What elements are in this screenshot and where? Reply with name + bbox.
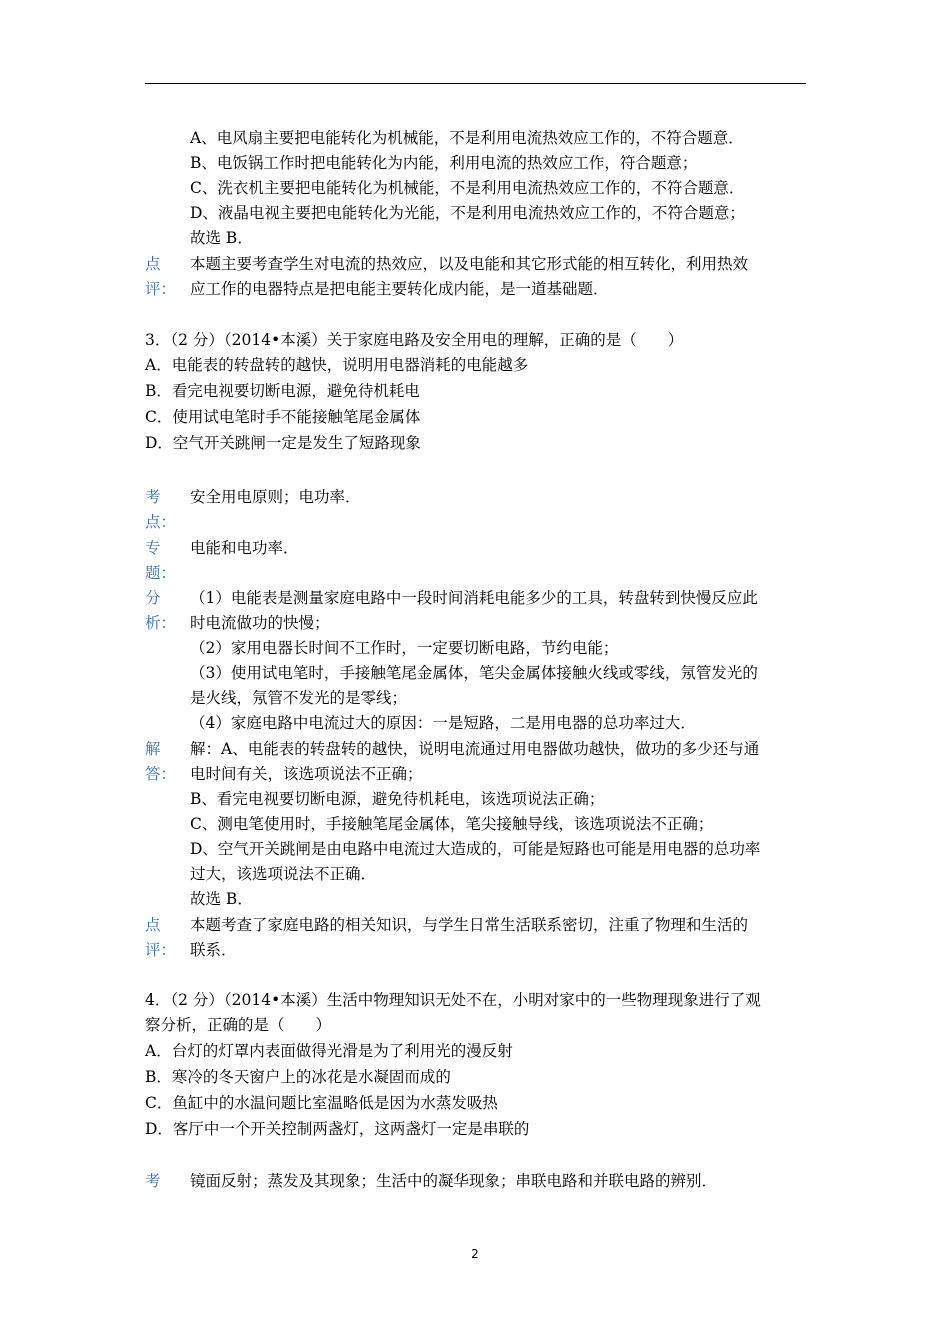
q3-jieda-line-1: 解：A、电能表的转盘转的越快，说明电流通过用电器做功越快，做功的多少还与通 [190,740,760,758]
q3-kaodian: 安全用电原则；电功率． [190,488,361,506]
q3-zhuanti-label-2: 题： [145,564,177,582]
q3-zhuanti: 电能和电功率． [190,539,299,557]
q3-stem: 3．（2 分）（2014•本溪）关于家庭电路及安全用电的理解，正确的是（ ） [145,331,684,349]
q3-fenxi-line-6: （4）家庭电路中电流过大的原因：一是短路，二是用电器的总功率过大． [190,714,696,732]
q3-jieda-line-7: 故选 B． [190,890,253,908]
q4-option-b: B．寒冷的冬天窗户上的冰花是水凝固而成的 [145,1068,451,1086]
q4-option-c: C．鱼缸中的水温问题比室温略低是因为水蒸发吸热 [145,1094,498,1112]
q3-dianping-line-1: 本题考查了家庭电路的相关知识，与学生日常生活联系密切，注重了物理和生活的 [190,916,749,934]
prev-answer-line-b: B、电饭锅工作时把电能转化为内能，利用电流的热效应工作，符合题意； [190,154,698,172]
q3-option-a: A．电能表的转盘转的越快，说明用电器消耗的电能越多 [145,356,529,374]
page-number: 2 [471,1247,479,1261]
q3-fenxi-line-2: 时电流做功的快慢； [190,614,330,632]
q3-kaodian-label-1: 考 [145,488,161,506]
q3-fenxi-line-1: （1）电能表是测量家庭电路中一段时间消耗电能多少的工具，转盘转到快慢反应此 [190,589,758,607]
q3-jieda-line-2: 电时间有关，该选项说法不正确； [190,765,423,783]
q3-kaodian-label-2: 点： [145,513,177,531]
q3-fenxi-line-4: （3）使用试电笔时，手接触笔尾金属体，笔尖金属体接触火线或零线，氖管发光的 [190,664,758,682]
prev-comment-label-2: 评： [145,280,177,298]
q4-option-d: D．客厅中一个开关控制两盏灯，这两盏灯一定是串联的 [145,1120,530,1138]
q4-kaodian: 镜面反射；蒸发及其现象；生活中的凝华现象；串联电路和并联电路的辨别． [190,1172,718,1190]
prev-comment-label-1: 点 [145,255,161,273]
q4-kaodian-label: 考 [145,1172,161,1190]
prev-answer-line-d: D、液晶电视主要把电能转化为光能，不是利用电流热效应工作的，不符合题意； [190,204,745,222]
header-rule [145,83,806,84]
prev-answer-line-c: C、洗衣机主要把电能转化为机械能，不是利用电流热效应工作的，不符合题意． [190,179,745,197]
q3-jieda-line-3: B、看完电视要切断电源，避免待机耗电，该选项说法正确； [190,790,605,808]
prev-answer-choice: 故选 B． [190,229,253,247]
q4-stem-line-2: 察分析，正确的是（ ） [145,1016,332,1034]
q3-jieda-line-4: C、测电笔使用时，手接触笔尾金属体，笔尖接触导线，该选项说法不正确； [190,815,714,833]
q3-option-c: C．使用试电笔时手不能接触笔尾金属体 [145,408,421,426]
q3-fenxi-line-5: 是火线，氖管不发光的是零线； [190,689,408,707]
q3-option-b: B．看完电视要切断电源，避免待机耗电 [145,382,420,400]
q3-jieda-line-5: D、空气开关跳闸是由电路中电流过大造成的，可能是短路也可能是用电器的总功率 [190,840,761,858]
q3-dianping-label-1: 点 [145,916,161,934]
q4-stem-line-1: 4．（2 分）（2014•本溪）生活中物理知识无处不在，小明对家中的一些物理现象进行了观 [145,991,761,1009]
q3-option-d: D．空气开关跳闸一定是发生了短路现象 [145,434,421,452]
q3-dianping-line-2: 联系． [190,941,237,959]
q3-fenxi-line-3: （2）家用电器长时间不工作时，一定要切断电路，节约电能； [190,639,619,657]
q3-fenxi-label-2: 析： [145,614,177,632]
q3-jieda-label-1: 解 [145,740,161,758]
q3-jieda-label-2: 答： [145,765,177,783]
prev-comment-line-1: 本题主要考查学生对电流的热效应，以及电能和其它形式能的相互转化，利用热效 [190,255,749,273]
q3-fenxi-label-1: 分 [145,589,161,607]
q3-jieda-line-6: 过大，该选项说法不正确． [190,865,377,883]
prev-answer-line-a: A、电风扇主要把电能转化为机械能，不是利用电流热效应工作的，不符合题意． [190,129,744,147]
q3-dianping-label-2: 评： [145,941,177,959]
q4-option-a: A．台灯的灯罩内表面做得光滑是为了利用光的漫反射 [145,1042,513,1060]
q3-zhuanti-label-1: 专 [145,539,161,557]
prev-comment-line-2: 应工作的电器特点是把电能主要转化成内能，是一道基础题． [190,280,609,298]
